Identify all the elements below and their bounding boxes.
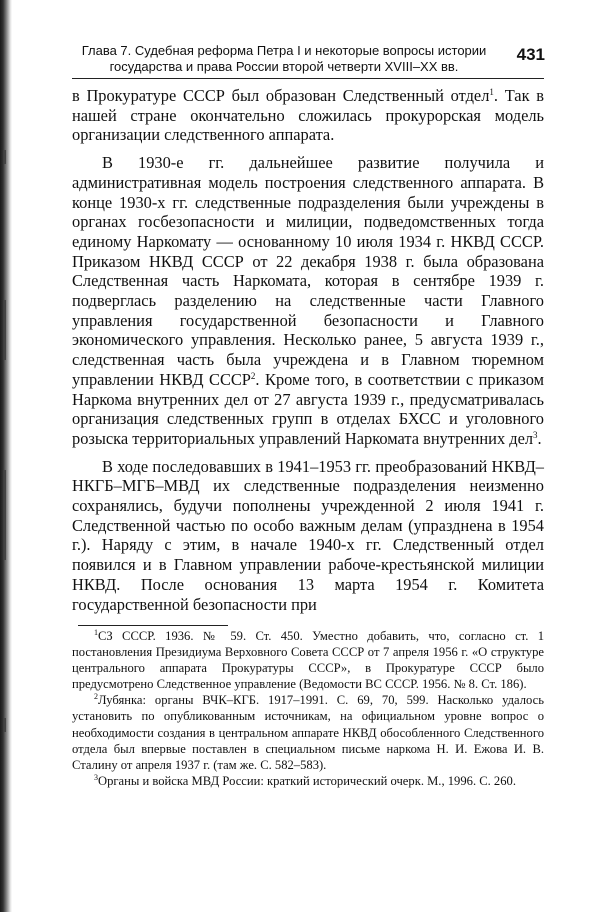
footnote-number: 1 [94, 628, 98, 637]
paragraph-3 [72, 457, 544, 615]
header-line-1: Глава 7. Судебная реформа Петра I и некоторые вопросы истории [81, 43, 487, 58]
paragraph-text: в Прокуратуре СССР был образован Следственный отдел [72, 86, 490, 105]
footnote-text: СЗ СССР. 1936. № 59. Ст. 450. Уместно добавить, что, согласно ст. 1 постановления Президиума Верховного Совета СССР от 7 апреля 1956 г. «О структуре центрального аппарата Прокуратуры СССР», в Прокуратуре СССР было предусмотрено Следственное управление (Ведомости ВС СССР. 1956. № 8. Ст. 186). [72, 629, 544, 692]
footnote-number: 2 [94, 692, 98, 702]
body-text [72, 86, 544, 614]
footnote-text: Органы и войска МВД России: краткий исторический очерк. М., 1996. С. 260. [98, 773, 516, 788]
footnote [72, 773, 544, 789]
scan-speck [4, 300, 6, 360]
header-line-2: государства и права России второй четверти XVIII–XX вв. [109, 59, 459, 74]
paragraph-2 [72, 153, 544, 449]
header-rule [72, 78, 544, 79]
footnote [72, 628, 544, 692]
paragraph-1 [72, 86, 544, 145]
footnote-ref: 2 [250, 370, 256, 381]
paragraph-text: В 1930-е гг. дальнейшее развитие получила и административная модель построения следственного аппарата. В конце 1930-х гг. следственные подразделения были учреждены в органах госбезопасности и милиции, подведомственных тогда единому Наркомату — основанному 10 июля 1934 г. НКВД СССР. Приказом НКВД СССР от 22 декабря 1938 г. была образована Следственная часть Наркомата, которая в сентябре 1939 г. подверглась разделению на следственные части Главного управления государственной безопасности и Главного экономического управления. Несколько ранее, 5 августа 1939 г., следственная часть была учреждена и в Главном тюремном управлении НКВД СССР [72, 153, 544, 389]
running-header [70, 43, 545, 75]
footnote-text: Лубянка: органы ВЧК–КГБ. 1917–1991. С. 69, 70, 599. Насколько удалось установить по опубликованным источникам, на официальном уровне вопрос о необходимости создания в центральном аппарате НКВД обособленного Следственного отдела был впервые поставлен в специальном письме наркома Н. И. Ежова И. В. Сталину от апреля 1937 г. (там же. С. 582–583). [72, 693, 544, 772]
page-number: 431 [516, 45, 545, 64]
paragraph-text: В ходе последовавших в 1941–1953 гг. преобразований НКВД–НКГБ–МГБ–МВД их следственные подразделения неизменно сохранялись, будучи пополнены учрежденной 2 июля 1941 г. Следственной частью по особо важным делам (упразднена в 1954 г.). Наряду с этим, в начале 1940-х гг. Следственный отдел появился и в Главном управлении рабоче-крестьянской милиции НКВД. После основания 13 марта 1954 г. Комитета государственной безопасности при [72, 456, 544, 614]
paragraph-text: . Так в нашей стране окончательно сложилась прокурорская модель организации следственного аппарата. [72, 86, 544, 145]
paragraph-text: . Кроме того, в соответствии с приказом Наркома внутренних дел от 27 августа 1939 г., предусматривалась организация следственных групп в отделах БХСС и уголовного розыска территориальных управлений Наркомата внутренних дел [72, 369, 544, 448]
footnote-number: 3 [94, 772, 98, 782]
scan-speck [4, 150, 6, 164]
paragraph-text: . [537, 428, 542, 448]
scan-speck [4, 718, 6, 732]
footnote-ref: 1 [489, 87, 494, 97]
book-spine-shadow [0, 0, 12, 912]
footnote [72, 692, 544, 772]
footnote-ref: 3 [533, 429, 538, 440]
footnote-separator [78, 625, 228, 626]
footnotes [72, 628, 544, 789]
scan-speck [4, 470, 6, 560]
